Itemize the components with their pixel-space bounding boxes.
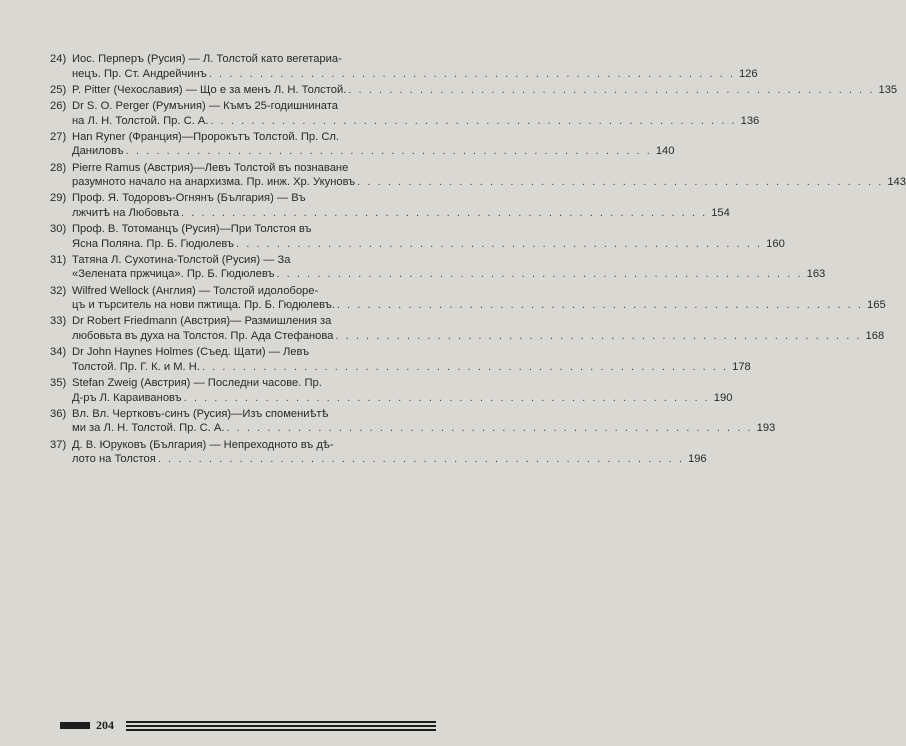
entry-text — [72, 376, 733, 405]
entry-text — [72, 314, 885, 343]
entry-number: 32) — [50, 284, 67, 297]
dot-leader: . . . . . . . . . . . . . . . . . . . . . . . . . . . . . . . . . . . . . . . . . . . . . . . . . . . . — [226, 422, 753, 435]
entry-line — [72, 161, 460, 176]
toc-entry — [50, 83, 898, 98]
entry-text — [72, 222, 785, 251]
entry-page-number: 160 — [766, 237, 785, 250]
entry-line-text: Татяна Л. Сухотина-Толстой (Русия) — За — [72, 253, 291, 266]
entry-page-number: 154 — [711, 206, 730, 219]
entry-line-text: Pierre Ramus (Австрия)—Левъ Толстой въ познаване — [72, 161, 349, 174]
entry-text — [72, 345, 751, 374]
entry-text — [72, 407, 776, 436]
dot-leader: . . . . . . . . . . . . . . . . . . . . . . . . . . . . . . . . . . . . . . . . . . . . . . . . . . . . — [208, 67, 735, 80]
entry-line-text: «Зелената пржчица». Пр. Б. Гюдюлевъ — [72, 268, 275, 281]
entry-number: 37) — [50, 438, 67, 451]
entry-line-text: лжчитѣ на Любовьта — [72, 206, 180, 219]
entry-line — [72, 421, 776, 436]
page-footer — [60, 718, 436, 732]
entry-page-number: 165 — [867, 299, 886, 312]
entry-page-number: 135 — [878, 83, 898, 96]
entry-line — [72, 237, 785, 252]
entry-number: 36) — [50, 407, 67, 420]
entry-line — [72, 144, 675, 159]
entry-line — [72, 67, 758, 82]
entry-line-text: Проф. Я. Тодоровъ-Огнянъ (България) — Въ — [72, 192, 306, 205]
entry-page-number: 196 — [687, 453, 707, 466]
entry-line-text: Stefan Zweig (Австрия) — Последни часове. Пр. — [72, 377, 322, 389]
entry-line-text: Ясна Поляна. Пр. Б. Гюдюлевъ — [72, 237, 234, 250]
entry-number: 35) — [50, 377, 67, 389]
toc-entry — [50, 314, 885, 343]
entry-line — [72, 438, 460, 453]
entry-line-text: Wilfred Wellock (Англия) — Толстой идолоборе- — [72, 284, 319, 297]
toc-entry — [50, 130, 675, 159]
entry-page-number: 193 — [756, 422, 776, 435]
entry-page-number: 136 — [740, 114, 760, 127]
toc-entry — [50, 407, 776, 436]
entry-text — [72, 83, 898, 98]
entry-line-text: цъ и търситель на нови пжтища. Пр. Б. Гюдюлевъ. — [72, 299, 335, 312]
entry-text — [72, 438, 707, 467]
entry-line — [72, 298, 886, 313]
entry-line — [72, 175, 906, 190]
entry-line-text: Даниловъ — [72, 145, 124, 158]
entry-page-number: 126 — [738, 67, 758, 80]
entry-line — [72, 191, 460, 206]
entry-line-text: ми за Л. Н. Толстой. Пр. С. А. — [72, 422, 225, 435]
toc-entry — [50, 284, 886, 313]
entry-line — [72, 376, 460, 391]
toc-entry — [50, 438, 707, 467]
entry-line — [72, 83, 898, 98]
entry-text — [72, 253, 826, 282]
dot-leader: . . . . . . . . . . . . . . . . . . . . . . . . . . . . . . . . . . . . . . . . . . . . . . . . . . . . — [201, 360, 729, 373]
entry-line — [72, 345, 460, 360]
entry-line — [72, 284, 460, 299]
table-of-contents — [50, 52, 906, 468]
entry-page-number: 140 — [655, 145, 675, 158]
page-number: 204 — [96, 718, 114, 732]
entry-line — [72, 391, 733, 406]
entry-line-text: Dr S. O. Perger (Румъния) — Къмъ 25-годишнината — [72, 99, 338, 112]
entry-line-text: Толстой. Пр. Г. К. и М. Н. — [72, 360, 200, 373]
entry-line-text: Dr John Haynes Holmes (Съед. Щати) — Левъ — [72, 346, 310, 359]
entry-number: 31) — [50, 253, 67, 266]
entry-line — [72, 360, 751, 375]
footer-rule — [126, 721, 436, 723]
entry-line — [72, 253, 460, 268]
entry-number: 27) — [50, 130, 67, 143]
dot-leader: . . . . . . . . . . . . . . . . . . . . . . . . . . . . . . . . . . . . . . . . . . . . . . . . . . . . — [348, 83, 875, 96]
dot-leader: . . . . . . . . . . . . . . . . . . . . . . . . . . . . . . . . . . . . . . . . . . . . . . . . . . . . — [157, 453, 684, 466]
dot-leader: . . . . . . . . . . . . . . . . . . . . . . . . . . . . . . . . . . . . . . . . . . . . . . . . . . . . — [210, 114, 737, 127]
entry-page-number: 178 — [732, 360, 751, 373]
entry-number: 24) — [50, 53, 67, 65]
entry-line-text: Д-ръ Л. Караивановъ — [72, 391, 182, 404]
entry-number: 25) — [50, 83, 67, 96]
dot-leader: . . . . . . . . . . . . . . . . . . . . . . . . . . . . . . . . . . . . . . . . . . . . . . . . . . . . — [336, 299, 863, 312]
entry-line — [72, 52, 460, 67]
toc-entry — [50, 345, 751, 374]
entry-text — [72, 52, 758, 81]
entry-line — [72, 114, 760, 129]
entry-page-number: 168 — [865, 330, 885, 343]
entry-line-text: любовьта въ духа на Толстоя. Пр. Ада Стефанова — [72, 330, 334, 343]
entry-line-text: на Л. Н. Толстой. Пр. С. А. — [72, 114, 209, 127]
entry-number: 29) — [50, 192, 67, 205]
entry-line — [72, 407, 460, 422]
entry-line-text: P. Pitter (Чехославия) — Що е за менъ Л. Н. Толстой. — [72, 83, 347, 96]
footer-rule — [126, 729, 436, 731]
entry-page-number: 190 — [713, 391, 733, 404]
dot-leader: . . . . . . . . . . . . . . . . . . . . . . . . . . . . . . . . . . . . . . . . . . . . . . . . . . . . — [236, 237, 763, 250]
entry-page-number: 163 — [806, 268, 826, 281]
toc-entry — [50, 191, 730, 220]
toc-entry — [50, 161, 906, 190]
toc-entry — [50, 376, 733, 405]
toc-entry — [50, 253, 826, 282]
entry-text — [72, 99, 760, 128]
dot-leader: . . . . . . . . . . . . . . . . . . . . . . . . . . . . . . . . . . . . . . . . . . . . . . . . . . . . — [276, 268, 803, 281]
toc-entry — [50, 222, 785, 251]
entry-line — [72, 130, 460, 145]
entry-number: 28) — [50, 161, 67, 174]
entry-line-text: Проф. В. Тотоманцъ (Русия)—При Толстоя въ — [72, 223, 312, 236]
entry-text — [72, 130, 675, 159]
entry-line — [72, 222, 460, 237]
entry-line-text: разумното начало на анархизма. Пр. инж. Хр. Укуновъ — [72, 176, 356, 189]
entry-line-text: Д. В. Юруковъ (България) — Непреходното въ дѣ- — [72, 438, 334, 451]
dot-leader: . . . . . . . . . . . . . . . . . . . . . . . . . . . . . . . . . . . . . . . . . . . . . . . . . . . . — [357, 176, 884, 189]
entry-line — [72, 99, 460, 114]
entry-line-text: нецъ. Пр. Ст. Андрейчинъ — [72, 67, 207, 80]
toc-entry — [50, 52, 758, 81]
entry-line-text: Иос. Перперъ (Русия) — Л. Толстой като вегетариа- — [72, 53, 342, 65]
entry-number: 33) — [50, 315, 67, 328]
entry-line — [72, 452, 707, 467]
entry-line-text: Вл. Вл. Чертковъ-синъ (Русия)—Изъ спомениѣтѣ — [72, 407, 329, 420]
entry-text — [72, 161, 906, 190]
entry-text — [72, 284, 886, 313]
entry-number: 26) — [50, 99, 67, 112]
entry-number: 34) — [50, 346, 67, 359]
entry-number: 30) — [50, 223, 67, 236]
entry-line — [72, 206, 730, 221]
entry-page-number: 143 — [887, 176, 906, 189]
entry-line — [72, 329, 885, 344]
entry-line — [72, 267, 826, 282]
entry-line-text: Dr Robert Friedmann (Австрия)— Размишления за — [72, 315, 332, 328]
dot-leader: . . . . . . . . . . . . . . . . . . . . . . . . . . . . . . . . . . . . . . . . . . . . . . . . . . . . — [181, 206, 708, 219]
footer-bar-block — [60, 722, 90, 729]
dot-leader: . . . . . . . . . . . . . . . . . . . . . . . . . . . . . . . . . . . . . . . . . . . . . . . . . . . . — [183, 391, 710, 404]
entry-line — [72, 314, 460, 329]
entry-text — [72, 191, 730, 220]
toc-entry — [50, 99, 760, 128]
footer-rule — [126, 725, 436, 727]
dot-leader: . . . . . . . . . . . . . . . . . . . . . . . . . . . . . . . . . . . . . . . . . . . . . . . . . . . . — [125, 145, 652, 158]
dot-leader: . . . . . . . . . . . . . . . . . . . . . . . . . . . . . . . . . . . . . . . . . . . . . . . . . . . . — [335, 330, 862, 343]
entry-line-text: лото на Толстоя — [72, 453, 156, 466]
entry-line-text: Han Ryner (Франция)—Пророкътъ Толстой. Пр. Сл. — [72, 130, 340, 143]
